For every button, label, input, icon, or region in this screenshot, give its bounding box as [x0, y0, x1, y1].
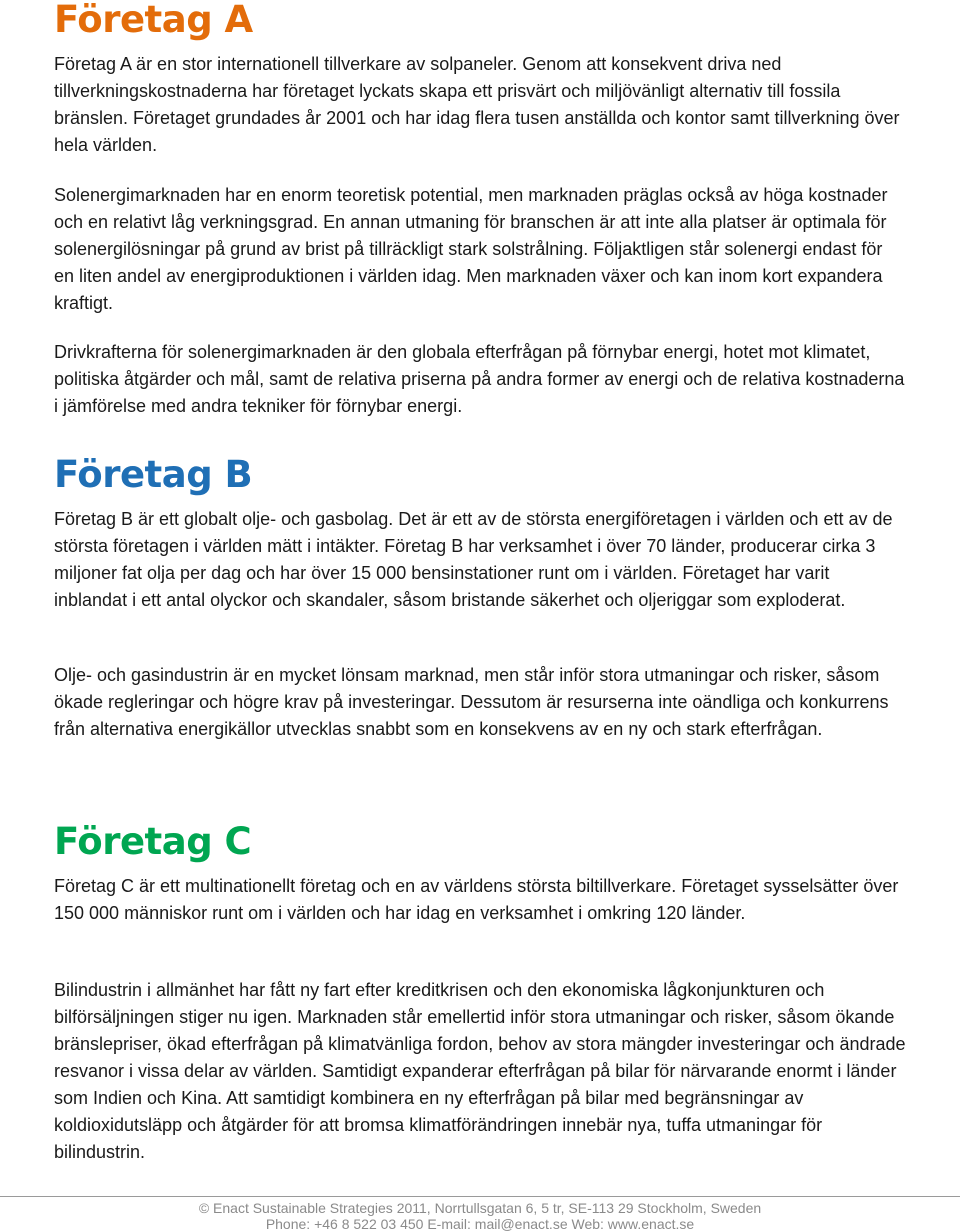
- paragraph-company-a-3: Drivkrafterna för solenergimarknaden är den globala efterfrågan på förnybar energi, hotet mot klimatet, politiska åtgärder och mål, samt de relativa priserna på andra former av energi och de relativa kostnaderna i jämförelse med andra tekniker för förnybar energi.: [54, 342, 905, 416]
- heading-company-b: Företag B: [54, 453, 253, 496]
- paragraph-company-b-1: Företag B är ett globalt olje- och gasbolag. Det är ett av de största energiföretagen i världen och ett av de största företagen i världen mätt i intäkter. Företag B har verksamhet i över 70 länder, producerar cirka 3 miljoner fat olja per dag och har över 15 000 bensinstationer runt om i världen. Företaget har varit inblandat i ett antal olyckor och skandaler, såsom bristande säkerhet och oljeriggar som exploderat.: [54, 509, 893, 610]
- paragraph-company-c-2: Bilindustrin i allmänhet har fått ny fart efter kreditkrisen och den ekonomiska lågkonjunkturen och bilförsäljningen stiger nu igen. Marknaden står emellertid inför stora utmaningar och risker, såsom ökande bränslepriser, ökad efterfrågan på klimatvänliga fordon, behov av stora mängder investeringar och ändrade resvanor i vissa delar av världen. Samtidigt expanderar efterfrågan på bilar för närvarande enormt i länder som Indien och Kina. Att samtidigt kombinera en ny efterfrågan på bilar med begränsningar av koldioxidutsläpp och åtgärder för att bromsa klimatförändringen innebär nya, tuffa utmaningar för bilindustrin.: [54, 980, 906, 1162]
- paragraph-company-a-2: Solenergimarknaden har en enorm teoretisk potential, men marknaden präglas också av höga kostnader och en relativt låg verkningsgrad. En annan utmaning för branschen är att inte alla platser är optimala för solenergilösningar på grund av brist på tillräckligt stark solstrålning. Följaktligen står solenergi endast för en liten andel av energiproduktionen i världen idag. Men marknaden växer och kan inom kort expandera kraftigt.: [54, 185, 888, 313]
- heading-company-a: Företag A: [54, 0, 253, 41]
- footer-address: © Enact Sustainable Strategies 2011, Norrtullsgatan 6, 5 tr, SE-113 29 Stockholm, Sweden: [198, 1200, 762, 1216]
- page-footer: [0, 1196, 960, 1232]
- paragraph-company-a-1: Företag A är en stor internationell tillverkare av solpaneler. Genom att konsekvent driva ned tillverkningskostnaderna har företaget lyckats skapa ett prisvärt och miljövänligt alternativ till fossila bränslen. Företaget grundades år 2001 och har idag flera tusen anställda och kontor samt tillverkning över hela världen.: [54, 54, 900, 155]
- heading-company-c: Företag C: [54, 820, 252, 863]
- footer-contact: Phone: +46 8 522 03 450 E-mail: mail@enact.se Web: www.enact.se: [265, 1216, 695, 1232]
- paragraph-company-c-1: Företag C är ett multinationellt företag och en av världens största biltillverkare. Företaget sysselsätter över 150 000 människor runt om i världen och har idag en verksamhet i omkring 120 länder.: [54, 876, 899, 923]
- paragraph-company-b-2: Olje- och gasindustrin är en mycket lönsam marknad, men står inför stora utmaningar och risker, såsom ökade regleringar och högre krav på investeringar. Dessutom är resurserna inte oändliga och konkurrens från alternativa energikällor utvecklas snabbt som en konsekvens av en ny och stark efterfrågan.: [54, 665, 889, 739]
